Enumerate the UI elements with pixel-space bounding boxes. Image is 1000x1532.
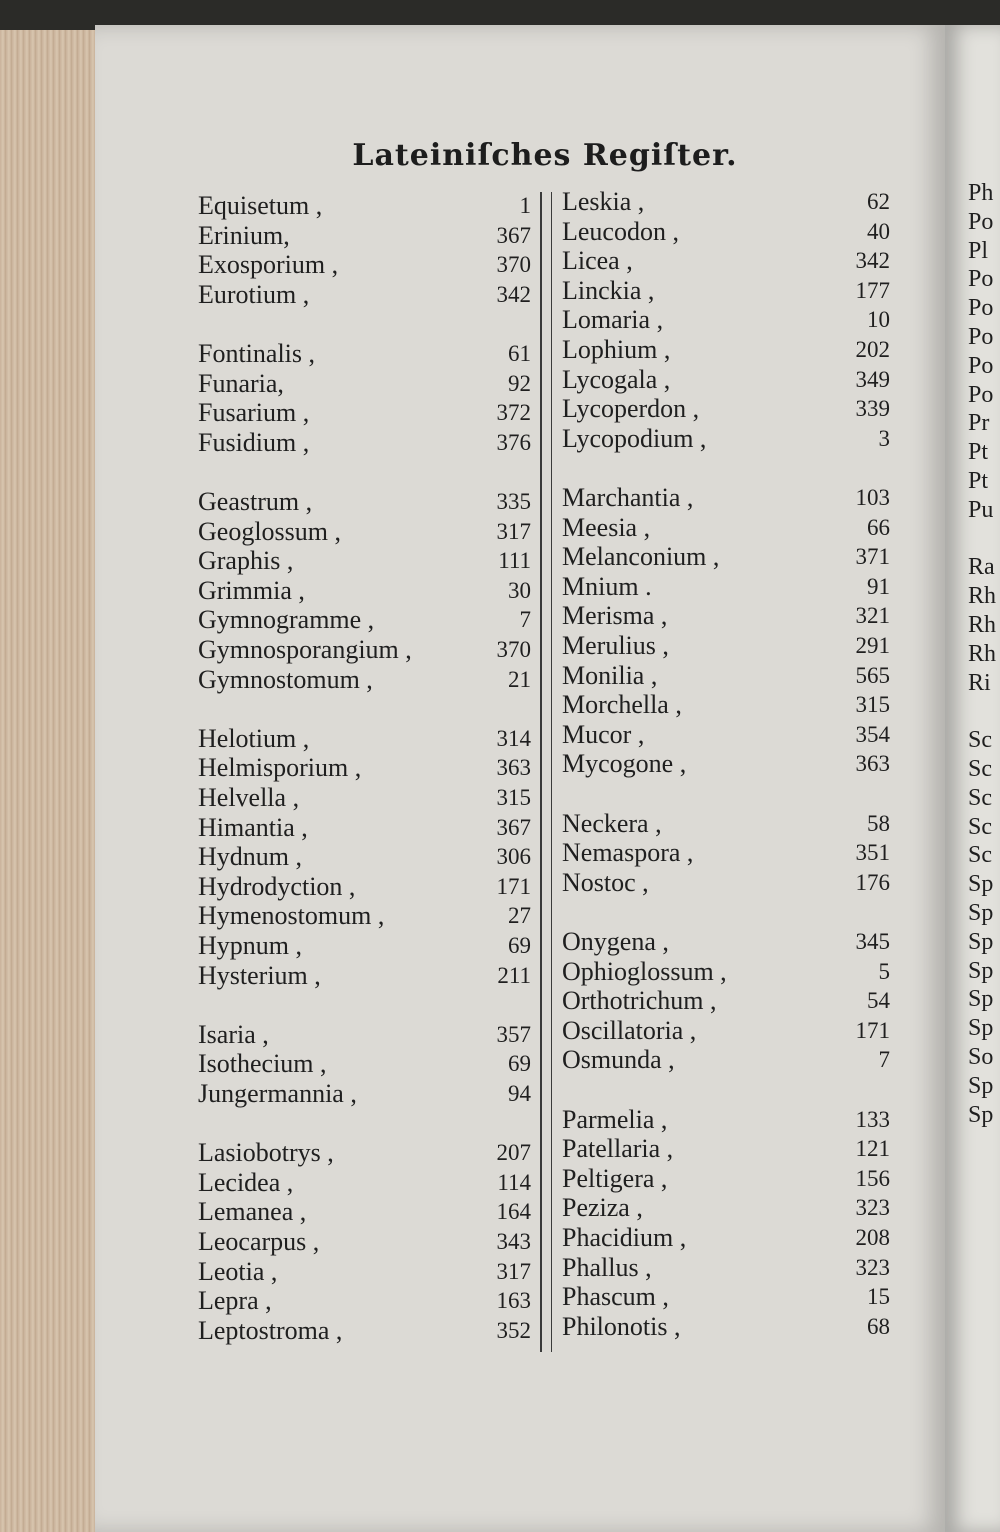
index-entry: [562, 572, 890, 602]
index-entry: [562, 1253, 890, 1283]
entry-page-number: 10: [867, 307, 890, 333]
entry-name: Osmunda ,: [562, 1045, 675, 1075]
entry-page-number: 208: [855, 1225, 890, 1250]
index-entry: [562, 927, 890, 957]
entry-page-number: 5: [878, 958, 890, 984]
entry-name: Leptostroma ,: [198, 1315, 343, 1345]
entry-name: Fontinalis ,: [198, 339, 316, 368]
entry-page-number: 339: [855, 396, 890, 422]
index-entry: [198, 428, 531, 458]
entry-name: Hypnum ,: [198, 931, 302, 960]
entry-page-number: 354: [855, 721, 890, 747]
entry-page-number: 202: [855, 337, 890, 362]
entry-name: Leucodon ,: [562, 216, 679, 246]
index-entry: [198, 1168, 531, 1198]
entry-page-number: 211: [497, 962, 531, 988]
entry-name: Neckera ,: [562, 808, 662, 838]
entry-name: Lecidea ,: [198, 1167, 294, 1197]
index-entry: [562, 690, 890, 720]
index-entry: [198, 221, 531, 251]
entry-name: Helmisporium ,: [198, 753, 362, 783]
entry-page-number: 315: [496, 785, 531, 810]
entry-name: Mycogone ,: [562, 749, 687, 779]
facing-page-fragment: Pu: [968, 496, 994, 523]
entry-page-number: 343: [496, 1229, 531, 1254]
entry-page-number: 342: [496, 281, 531, 307]
entry-page-number: 351: [855, 840, 890, 866]
entry-page-number: 66: [867, 514, 890, 540]
index-entry: [562, 1223, 890, 1253]
facing-page-fragment: Sc: [968, 813, 992, 840]
index-entry: [562, 986, 890, 1016]
index-entry: [198, 369, 531, 399]
facing-page-fragment: Po: [968, 208, 994, 235]
index-entry: [198, 487, 531, 517]
index-entry: [562, 542, 890, 572]
entry-page-number: 7: [519, 607, 531, 633]
entry-name: Mucor ,: [562, 719, 645, 749]
index-entry: [198, 783, 531, 813]
index-entry: [198, 546, 531, 576]
entry-page-number: 164: [496, 1199, 531, 1225]
index-entry: [562, 1016, 890, 1046]
entry-page-number: 342: [855, 248, 890, 274]
index-entry: [562, 217, 890, 247]
index-entry: [562, 720, 890, 750]
entry-name: Hymenostomum ,: [198, 901, 385, 931]
entry-name: Lepra ,: [198, 1286, 272, 1316]
entry-page-number: 58: [867, 810, 890, 836]
entry-name: Grimmia ,: [198, 575, 305, 605]
entry-name: Lycopodium ,: [562, 423, 707, 453]
index-entry: [198, 961, 531, 991]
index-entry: [198, 1197, 531, 1227]
facing-page-fragment: Rh: [968, 640, 997, 667]
entry-name: Exosporium ,: [198, 250, 339, 280]
index-entry: [198, 635, 531, 665]
entry-name: Meesia ,: [562, 512, 651, 542]
entry-page-number: 61: [508, 341, 531, 366]
facing-page-fragment: Po: [968, 381, 994, 408]
entry-page-number: 68: [867, 1313, 890, 1339]
entry-page-number: 156: [855, 1165, 890, 1191]
index-entry: [198, 605, 531, 635]
index-entry: [198, 1020, 531, 1050]
entry-name: Phascum ,: [562, 1282, 669, 1312]
facing-page-fragment: Pt: [968, 468, 989, 494]
entry-page-number: 114: [497, 1169, 531, 1195]
entry-page-number: 372: [496, 400, 531, 426]
index-entry: [562, 246, 890, 276]
entry-page-number: 171: [855, 1017, 890, 1043]
entry-name: Leotia ,: [198, 1256, 278, 1286]
facing-page-fragment: So: [968, 1044, 994, 1070]
entry-name: Ophioglossum ,: [562, 956, 727, 986]
column-divider: [540, 192, 542, 1352]
entry-name: Graphis ,: [198, 546, 294, 576]
entry-page-number: 291: [855, 633, 890, 658]
entry-name: Lycogala ,: [562, 364, 671, 394]
index-entry: [562, 838, 890, 868]
entry-name: Eurotium ,: [198, 279, 310, 309]
index-entry: [562, 1105, 890, 1135]
index-entry: [198, 1316, 531, 1346]
facing-page-fragment: Ph: [968, 180, 994, 206]
index-entry: [198, 872, 531, 902]
entry-name: Marchantia ,: [562, 483, 694, 512]
entry-name: Gymnosporangium ,: [198, 635, 412, 664]
index-entry: [562, 276, 890, 306]
index-entry: [198, 517, 531, 547]
column-divider-inner: [551, 192, 552, 1352]
entry-name: Onygena ,: [562, 927, 669, 956]
entry-name: Patellaria ,: [562, 1134, 674, 1164]
facing-page-fragment: Sc: [968, 842, 992, 869]
entry-name: Peltigera ,: [562, 1163, 668, 1193]
entry-name: Parmelia ,: [562, 1104, 668, 1134]
entry-page-number: 314: [496, 725, 531, 751]
index-entry: [562, 1282, 890, 1312]
facing-page-fragment: Pt: [968, 439, 989, 466]
index-entry: [198, 813, 531, 843]
entry-page-number: 133: [855, 1106, 890, 1132]
entry-page-number: 27: [508, 903, 531, 929]
entry-page-number: 94: [508, 1081, 531, 1106]
entry-page-number: 163: [496, 1288, 531, 1314]
entry-page-number: 317: [496, 518, 531, 544]
entry-page-number: 69: [508, 1051, 531, 1077]
entry-page-number: 321: [855, 603, 890, 629]
entry-name: Phacidium ,: [562, 1223, 687, 1252]
index-entry: [562, 187, 890, 217]
index-entry: [198, 1049, 531, 1079]
entry-page-number: 306: [496, 844, 531, 870]
entry-page-number: 40: [867, 218, 890, 244]
entry-name: Helvella ,: [198, 783, 300, 812]
entry-page-number: 317: [496, 1258, 531, 1284]
index-entry: [562, 1193, 890, 1223]
facing-page-fragment: Sp: [968, 986, 994, 1013]
entry-name: Hysterium ,: [198, 960, 321, 990]
index-entry: [562, 631, 890, 661]
entry-page-number: 367: [496, 222, 531, 248]
entry-page-number: 30: [508, 577, 531, 603]
page-title: Lateiniſches Regiſter.: [352, 138, 738, 173]
entry-name: Hydnum ,: [198, 842, 302, 872]
entry-page-number: 177: [855, 277, 890, 303]
entry-page-number: 176: [855, 869, 890, 895]
entry-page-number: 345: [855, 929, 890, 954]
facing-page-fragment: Sp: [968, 1072, 994, 1099]
entry-name: Mnium .: [562, 571, 652, 601]
entry-page-number: 69: [508, 933, 531, 958]
entry-page-number: 367: [496, 814, 531, 840]
entry-page-number: 54: [867, 988, 890, 1014]
entry-page-number: 370: [496, 252, 531, 278]
facing-page-fragment: Sp: [968, 957, 994, 984]
entry-page-number: 21: [508, 666, 531, 692]
index-entry: [198, 1079, 531, 1109]
entry-name: Nostoc ,: [562, 867, 649, 897]
entry-name: Monilia ,: [562, 660, 658, 690]
entry-name: Orthotrichum ,: [562, 986, 717, 1016]
index-entry: [198, 931, 531, 961]
entry-page-number: 3: [878, 425, 890, 451]
facing-page-fragment: Po: [968, 352, 994, 379]
entry-page-number: 349: [855, 366, 890, 392]
entry-page-number: 92: [508, 370, 531, 396]
entry-name: Leskia ,: [562, 187, 645, 216]
entry-name: Lemanea ,: [198, 1197, 307, 1227]
entry-page-number: 357: [496, 1021, 531, 1047]
entry-name: Leocarpus ,: [198, 1227, 320, 1256]
entry-name: Erinium,: [198, 220, 290, 250]
index-entry: [198, 1286, 531, 1316]
entry-name: Equisetum ,: [198, 191, 323, 220]
index-entry: [198, 280, 531, 310]
entry-page-number: 111: [498, 548, 531, 574]
entry-name: Fusidium ,: [198, 427, 310, 457]
entry-name: Gymnostomum ,: [198, 664, 373, 694]
entry-page-number: 15: [867, 1284, 890, 1310]
entry-page-number: 363: [855, 751, 890, 777]
entry-page-number: 335: [496, 489, 531, 514]
index-entry: [562, 749, 890, 779]
entry-name: Isothecium ,: [198, 1049, 327, 1079]
entry-page-number: 62: [867, 189, 890, 214]
index-entry: [562, 1134, 890, 1164]
index-entry: [562, 394, 890, 424]
index-entry: [562, 1045, 890, 1075]
index-entry: [198, 724, 531, 754]
entry-page-number: 1: [519, 193, 531, 218]
facing-page-fragment: Po: [968, 266, 994, 293]
entry-name: Peziza ,: [562, 1193, 643, 1223]
index-entry: [562, 1312, 890, 1342]
entry-name: Melanconium ,: [562, 542, 720, 572]
entry-page-number: 323: [855, 1195, 890, 1221]
entry-page-number: 323: [855, 1254, 890, 1280]
entry-name: Geastrum ,: [198, 487, 313, 516]
index-entry: [562, 601, 890, 631]
facing-page-fragment: Sp: [968, 871, 994, 898]
index-entry: [562, 513, 890, 543]
entry-name: Oscillatoria ,: [562, 1015, 697, 1045]
entry-name: Hydrodyction ,: [198, 871, 356, 901]
facing-page-fragment: Sc: [968, 756, 992, 782]
entry-page-number: 371: [855, 544, 890, 570]
index-entry: [198, 1257, 531, 1287]
facing-page-fragment: Ra: [968, 554, 995, 581]
facing-page-fragment: Po: [968, 324, 994, 350]
entry-name: Lasiobotrys ,: [198, 1138, 334, 1168]
index-entry: [562, 868, 890, 898]
entry-name: Lycoperdon ,: [562, 394, 700, 424]
facing-page-fragment: Po: [968, 295, 994, 322]
index-entry: [562, 305, 890, 335]
facing-page-fragment: Rh: [968, 612, 997, 638]
entry-page-number: 565: [855, 662, 890, 688]
entry-name: Merisma ,: [562, 601, 668, 631]
index-entry: [562, 365, 890, 395]
entry-page-number: 7: [878, 1047, 890, 1073]
facing-page-fragment: Pl: [968, 237, 989, 264]
entry-name: Gymnogramme ,: [198, 605, 375, 635]
entry-page-number: 171: [496, 873, 531, 899]
index-entry: [198, 753, 531, 783]
index-entry: [198, 398, 531, 428]
index-entry: [562, 809, 890, 839]
entry-page-number: 370: [496, 637, 531, 662]
entry-name: Helotium ,: [198, 723, 310, 753]
index-entry: [198, 339, 531, 369]
entry-name: Nemaspora ,: [562, 838, 694, 868]
index-entry: [562, 483, 890, 513]
entry-page-number: 363: [496, 755, 531, 781]
facing-page-fragment: Sp: [968, 900, 994, 926]
facing-page-fragment: Sp: [968, 928, 994, 955]
entry-page-number: 91: [867, 573, 890, 599]
entry-name: Funaria,: [198, 368, 284, 398]
facing-page-fragment: Pr: [968, 410, 990, 437]
entry-name: Lomaria ,: [562, 305, 664, 335]
entry-name: Licea ,: [562, 246, 633, 276]
entry-name: Himantia ,: [198, 812, 308, 842]
entry-name: Fusarium ,: [198, 398, 310, 428]
index-entry: [562, 335, 890, 365]
index-entry: [562, 1164, 890, 1194]
facing-page-fragment: Rh: [968, 583, 997, 610]
entry-name: Jungermannia ,: [198, 1079, 357, 1108]
entry-page-number: 315: [855, 692, 890, 718]
index-entry: [198, 901, 531, 931]
index-entry: [198, 1138, 531, 1168]
entry-page-number: 121: [855, 1136, 890, 1162]
entry-page-number: 352: [496, 1317, 531, 1343]
facing-page-fragment: Ri: [968, 669, 991, 696]
entry-name: Lophium ,: [562, 335, 671, 364]
entry-page-number: 207: [496, 1140, 531, 1166]
index-entry: [562, 424, 890, 454]
entry-name: Merulius ,: [562, 631, 669, 660]
entry-name: Isaria ,: [198, 1019, 269, 1049]
facing-page-fragment: Sc: [968, 784, 992, 811]
entry-name: Philonotis ,: [562, 1311, 681, 1341]
index-entry: [562, 661, 890, 691]
facing-page-fragment: Sp: [968, 1015, 994, 1042]
index-entry: [198, 665, 531, 695]
entry-name: Phallus ,: [562, 1252, 652, 1282]
index-entry: [198, 250, 531, 280]
entry-page-number: 103: [855, 485, 890, 510]
page-stack-edge: [0, 30, 100, 1532]
facing-page-fragment: Sc: [968, 727, 992, 754]
entry-name: Linckia ,: [562, 275, 655, 305]
entry-name: Geoglossum ,: [198, 516, 341, 546]
index-entry: [198, 576, 531, 606]
entry-name: Morchella ,: [562, 690, 682, 720]
index-entry: [198, 191, 531, 221]
index-entry: [198, 1227, 531, 1257]
index-entry: [562, 957, 890, 987]
entry-page-number: 376: [496, 429, 531, 455]
index-entry: [198, 842, 531, 872]
facing-page-fragment: Sp: [968, 1101, 994, 1128]
